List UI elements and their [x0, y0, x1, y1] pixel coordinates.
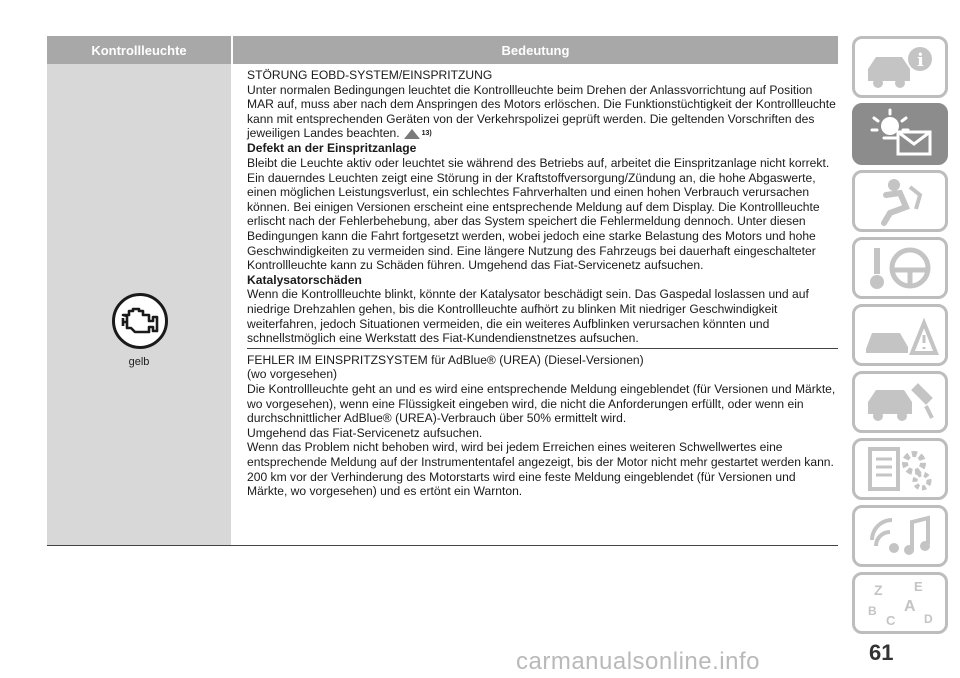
- warning-triangle-icon: [404, 129, 420, 139]
- tab-key-steering[interactable]: [852, 237, 948, 299]
- dashboard-lights-icon: [860, 108, 940, 160]
- svg-text:E: E: [914, 579, 923, 594]
- adblue-line: Umgehend das Fiat-Servicenetz aufsuchen.: [247, 425, 483, 440]
- adblue-line: Wenn das Problem nicht behoben wird, wird bei jedem Erreichen eines weiteren Schwellwertes eine entsprechende Meldung auf der Instrumententafel angezeigt, bis der Motor nicht mehr gestartet werden kann.: [247, 440, 834, 469]
- tab-multimedia[interactable]: [852, 505, 948, 567]
- adblue-line: FEHLER IM EINSPRITZSYSTEM für AdBlue® (UREA) (Diesel-Versionen): [247, 352, 644, 367]
- technical-data-icon: [860, 443, 940, 495]
- svg-text:i: i: [917, 50, 924, 71]
- svg-text:D: D: [924, 612, 933, 626]
- warning-lights-table: [47, 36, 838, 546]
- tab-dashboard-lights[interactable]: [852, 103, 948, 165]
- tab-technical-data[interactable]: [852, 438, 948, 500]
- subheading-einspritzanlage: Defekt an der Einspritzanlage: [247, 141, 417, 156]
- adblue-line: (wo vorgesehen): [247, 367, 338, 382]
- table-header: [47, 36, 838, 64]
- car-info-icon: [860, 41, 940, 93]
- header-kontrollleuchte: Kontrollleuchte: [47, 36, 233, 64]
- table-row: [47, 64, 838, 546]
- tab-emergency[interactable]: [852, 304, 948, 366]
- tab-car-info[interactable]: [852, 36, 948, 98]
- multimedia-icon: [860, 510, 940, 562]
- einspritzanlage-text: Bleibt die Leuchte aktiv oder leuchtet sie während des Betriebs auf, arbeitet die Einspritzanlage nicht korrekt. Ein dauerndes Leuchten zeigt eine Störung in der Kraftstoffversorgung/Zündung an, die hohe Abgaswerte, einen möglichen Leistungsverlust, ein schlechtes Fahrverhalten und einen hohen Verbrauch verursachen können. Bei einigen Versionen erscheint eine entsprechende Meldung auf dem Display. Die Kontrollleuchte erlischt nach der Fehlerbehebung, aber das System speichert die Fehlermeldung dennoch. Unter diesen Bedingungen kann die Fahrt fortgesetzt werden, wobei jedoch eine starke Belastung des Motors und hohe Geschwindigkeiten zu vermeiden sind. Eine längere Nutzung des Fahrzeugs bei dauerhaft eingeschalteter Kontrollleuchte kann zu Schäden führen. Umgehend das Fiat-Servicenetz aufsuchen.: [247, 156, 830, 273]
- header-bedeutung: Bedeutung: [501, 42, 570, 58]
- footnote-ref: 13): [421, 129, 432, 137]
- tab-maintenance[interactable]: [852, 371, 948, 433]
- key-steering-icon: [860, 242, 940, 294]
- emergency-car-icon: [860, 309, 940, 361]
- index-icon: [860, 577, 940, 629]
- lamp-color-label: gelb: [128, 356, 150, 368]
- page-number: 61: [869, 640, 894, 665]
- svg-text:A: A: [904, 598, 916, 615]
- lamp-cell: [47, 64, 231, 545]
- tab-safety[interactable]: [852, 170, 948, 232]
- subheading-katalysator: Katalysatorschäden: [247, 272, 362, 287]
- svg-text:C: C: [886, 613, 896, 628]
- svg-text:B: B: [868, 604, 877, 618]
- engine-check-icon: [111, 292, 169, 350]
- eobd-title: STÖRUNG EOBD-SYSTEM/EINSPRITZUNG: [247, 68, 493, 82]
- adblue-line: Die Kontrollleuchte geht an und es wird eine entsprechende Meldung eingeblendet (für Versionen und Märkte, wo vorgesehen), wenn eine Flüssigkeit eingeben wird, die nicht die Anforderungen erfüllt, oder wenn ein durchschnittlicher AdBlue® (UREA)-Verbrauch über 50% ermittelt wird.: [247, 381, 836, 426]
- eobd-block: [247, 64, 838, 349]
- tab-index[interactable]: [852, 572, 948, 634]
- katalysator-text: Wenn die Kontrollleuchte blinkt, könnte der Katalysator beschädigt sein. Das Gaspedal loslassen und auf niedrige Drehzahlen gehen, bis die Kontrollleuchte aufhört zu blinken Mit niedriger Geschwindigkeit weiterfahren, jedoch Situationen vermeiden, die ein weiteres Aufblinken verursachen könnten und schnellstmöglich eine Werkstatt des Fiat-Kundendienstnetzes aufsuchen.: [247, 287, 809, 346]
- svg-text:Z: Z: [874, 582, 883, 598]
- adblue-line: 200 km vor der Verhinderung des Motorstarts wird eine feste Meldung eingeblendet (für Versionen und Märkte, wo vorgesehen) und es ertönt ein Warnton.: [247, 469, 796, 499]
- safety-airbag-icon: [860, 175, 940, 227]
- watermark: carmanualsonline.info: [516, 648, 760, 675]
- meaning-cell: [231, 64, 838, 545]
- maintenance-car-icon: [860, 376, 940, 428]
- eobd-text: [247, 83, 838, 142]
- eobd-text-body: Unter normalen Bedingungen leuchtet die Kontrollleuchte beim Drehen der Anlassvorrichtung auf Position MAR auf, muss aber nach dem Anspringen des Motors erlöschen. Die Funktionstüchtigkeit der Kontrollleuchte kann mit entsprechenden Geräten von der Verkehrspolizei geprüft werden. Die geltenden Vorschriften des jeweiligen Landes beachten.: [247, 82, 836, 141]
- adblue-block: [247, 349, 838, 499]
